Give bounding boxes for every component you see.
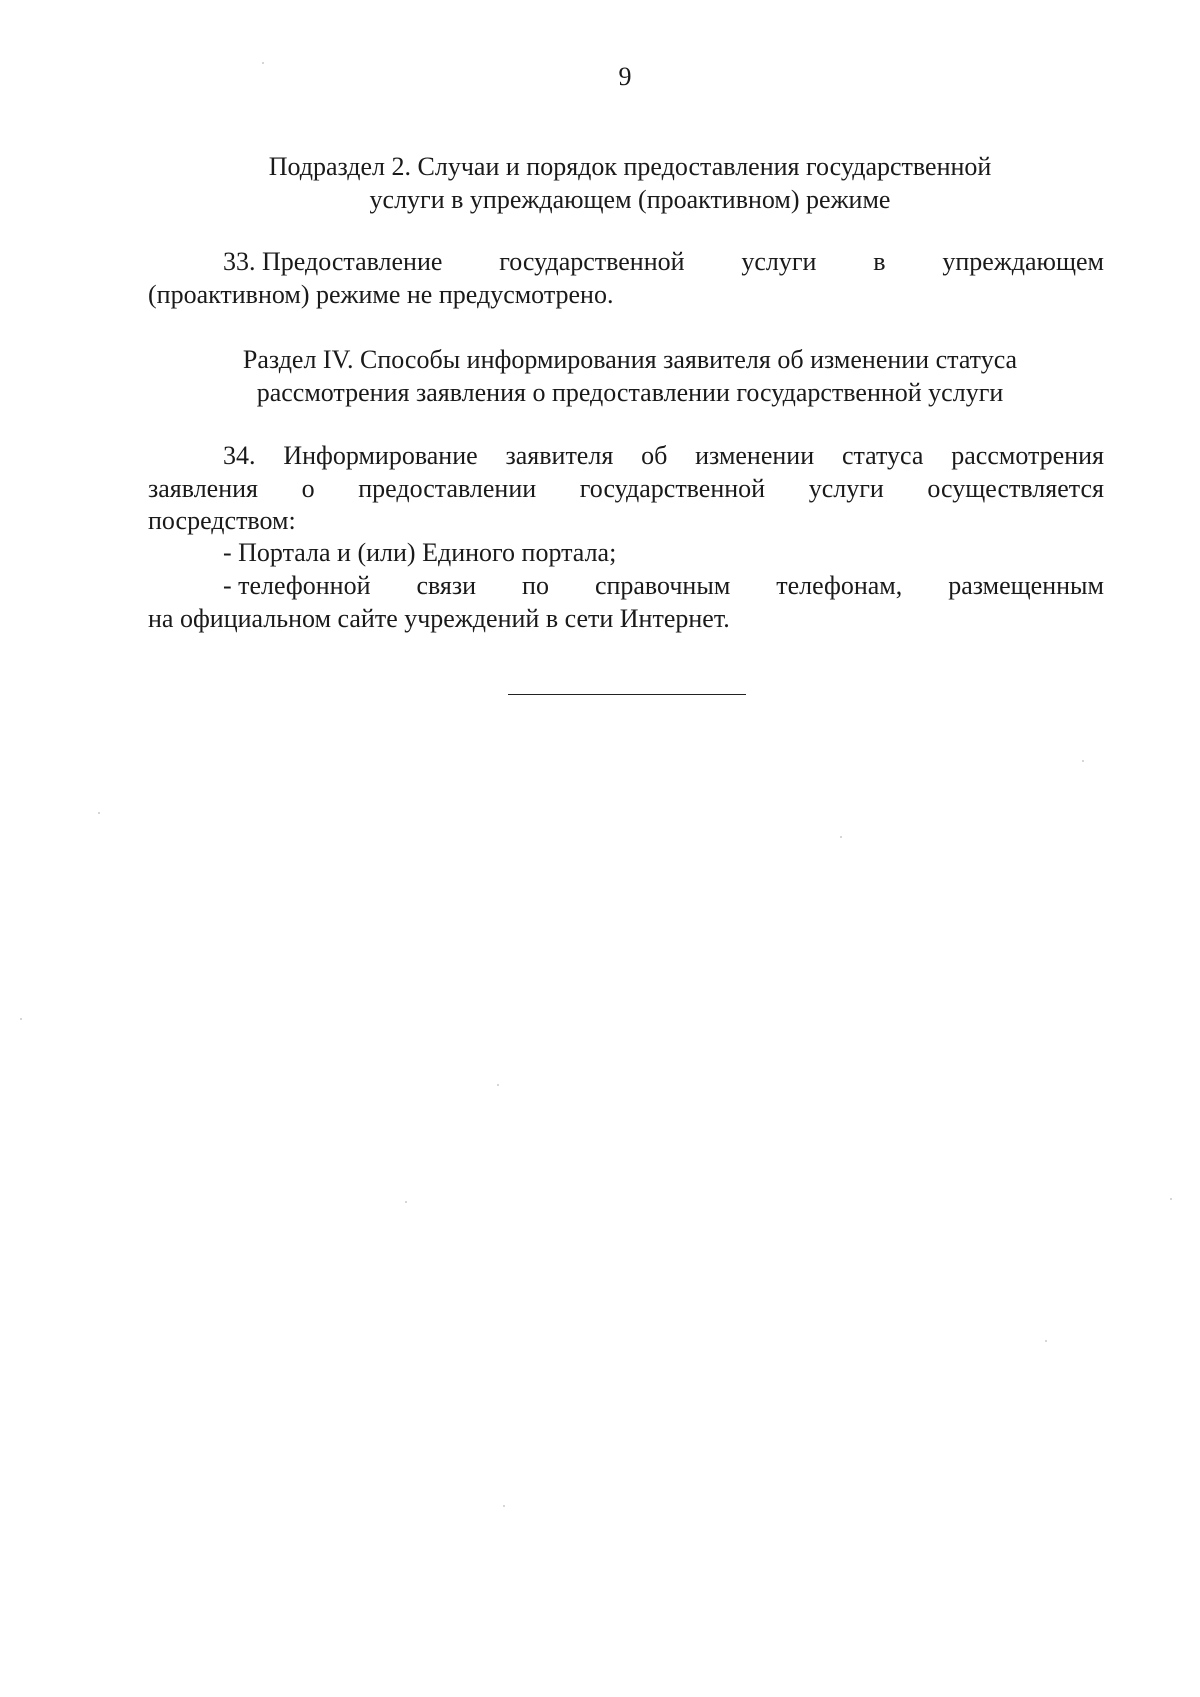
paragraph-34-word: осуществляется	[927, 473, 1104, 503]
scan-speck	[503, 1505, 505, 1507]
paragraph-34-word: услуги	[808, 473, 884, 503]
paragraph-33-line-2: (проактивном) режиме не предусмотрено.	[148, 279, 614, 309]
paragraph-34-word: предоставлении	[358, 473, 537, 503]
paragraph-34-word: о	[301, 473, 315, 503]
section-heading-line-2: рассмотрения заявления о предоставлении государственной услуги	[256, 378, 1004, 407]
paragraph-33-word: услуги	[741, 247, 817, 276]
list-item-portal	[148, 537, 1104, 570]
paragraph-34	[148, 440, 1104, 538]
scan-speck	[262, 62, 264, 64]
scan-speck	[840, 836, 842, 838]
paragraph-34-line-2	[148, 473, 1104, 506]
paragraph-33-line-1	[148, 246, 1104, 279]
paragraph-34-line-1: 34. Информирование заявителя об изменении статуса рассмотрения	[223, 441, 1104, 470]
end-of-document-rule	[508, 694, 746, 695]
list-item-phone-word: справочным	[594, 571, 731, 600]
list-item-portal-text: - Портала и (или) Единого портала;	[223, 538, 617, 567]
subsection-heading-line-1: Подраздел 2. Случаи и порядок предоставления государственной	[268, 152, 992, 181]
scan-speck	[1170, 1198, 1172, 1200]
list-item-phone-word: - телефонной	[223, 571, 371, 600]
scan-speck	[405, 1201, 407, 1203]
list-item-phone-line-1	[148, 570, 1104, 603]
scan-speck	[20, 1018, 22, 1020]
paragraph-34-line-3: посредством:	[148, 506, 296, 535]
paragraph-33-word: упреждающем	[942, 247, 1104, 276]
subsection-heading	[200, 150, 1060, 216]
scan-speck	[1082, 760, 1084, 762]
paragraph-33-word: 33. Предоставление	[223, 247, 443, 276]
scan-speck	[1045, 1340, 1047, 1342]
list-item-phone-word: связи	[416, 571, 477, 600]
paragraph-33-word: в	[873, 247, 886, 276]
paragraph-33	[148, 246, 1104, 311]
list-item-phone-word: размещенным	[948, 571, 1104, 600]
paragraph-34-word: заявления	[148, 473, 259, 503]
list-item-phone	[148, 570, 1104, 635]
paragraph-33-word: государственной	[499, 247, 685, 276]
section-heading-line-1: Раздел IV. Способы информирования заявителя об изменении статуса	[242, 345, 1018, 374]
list-item-phone-word: телефонам,	[776, 571, 903, 600]
section-heading	[180, 343, 1080, 409]
page-number: 9	[618, 62, 632, 91]
scan-speck	[98, 812, 100, 814]
list-item-phone-line-2: на официальном сайте учреждений в сети Интернет.	[148, 603, 730, 633]
subsection-heading-line-2: услуги в упреждающем (проактивном) режиме	[369, 185, 891, 214]
scan-speck	[497, 1084, 499, 1086]
paragraph-34-word: государственной	[579, 473, 766, 503]
list-item-phone-word: по	[522, 571, 549, 600]
